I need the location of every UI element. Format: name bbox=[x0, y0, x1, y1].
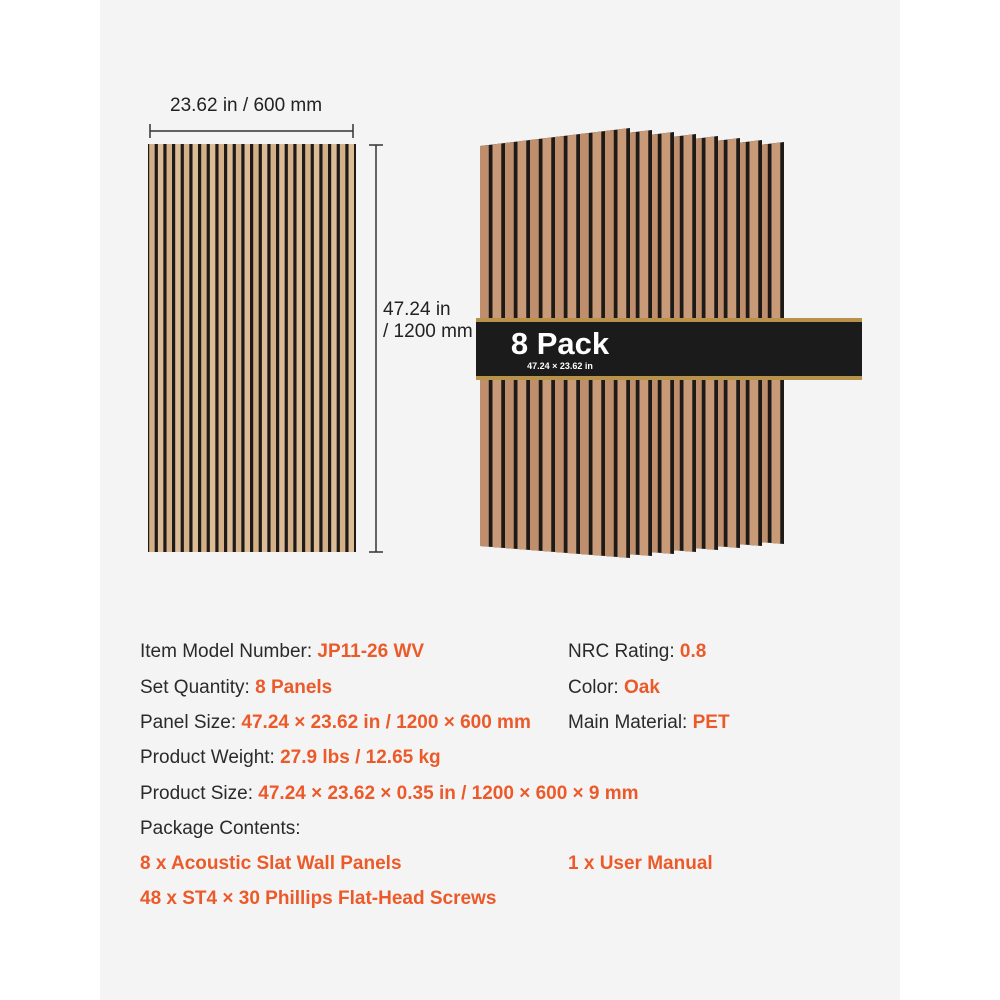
spec-weight: Product Weight: 27.9 lbs / 12.65 kg bbox=[140, 747, 441, 768]
height-dimension-label-2: / 1200 mm bbox=[383, 321, 473, 342]
spec-nrc: NRC Rating: 0.8 bbox=[568, 641, 707, 662]
content-item-manual: 1 x User Manual bbox=[568, 853, 713, 874]
pack-band-title: 8 Pack bbox=[510, 326, 610, 361]
content-item-panels: 8 x Acoustic Slat Wall Panels bbox=[140, 853, 402, 874]
spec-model: Item Model Number: JP11-26 WV bbox=[140, 641, 425, 662]
spec-product-size: Product Size: 47.24 × 23.62 × 0.35 in / 1200 × 600 × 9 mm bbox=[140, 783, 639, 804]
single-slat-panel bbox=[148, 144, 356, 552]
pack-band-subtitle: 47.24 × 23.62 in bbox=[527, 361, 593, 371]
pack-band bbox=[476, 318, 862, 380]
spec-quantity: Set Quantity: 8 Panels bbox=[140, 677, 333, 698]
spec-package-contents-label: Package Contents: bbox=[140, 818, 301, 839]
spec-panel-size: Panel Size: 47.24 × 23.62 in / 1200 × 600 mm bbox=[140, 712, 531, 733]
spec-color: Color: Oak bbox=[568, 677, 660, 698]
height-dimension-label-1: 47.24 in bbox=[383, 299, 451, 320]
width-dimension-label: 23.62 in / 600 mm bbox=[170, 95, 323, 116]
content-item-screws: 48 x ST4 × 30 Phillips Flat-Head Screws bbox=[140, 888, 497, 909]
spec-material: Main Material: PET bbox=[568, 712, 730, 733]
